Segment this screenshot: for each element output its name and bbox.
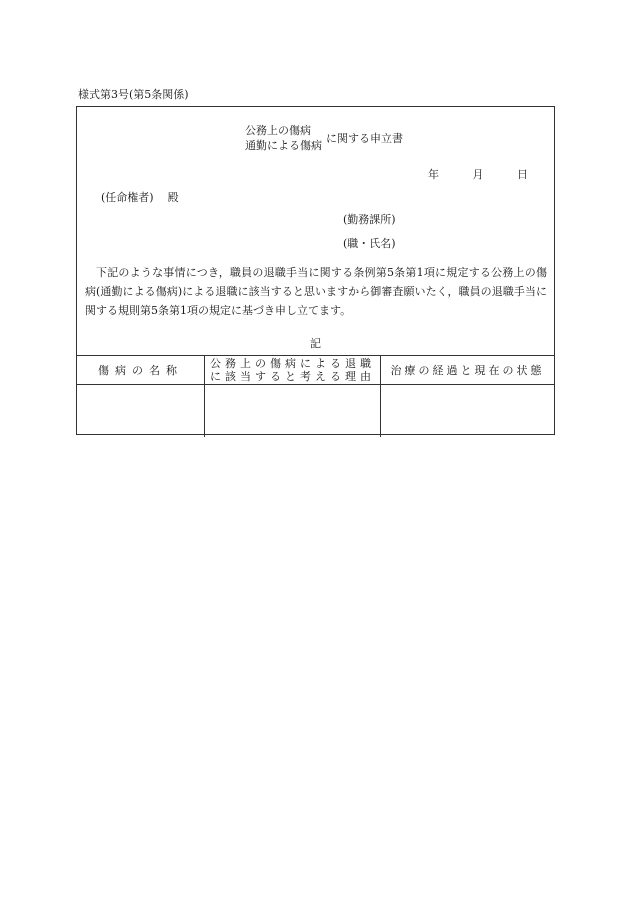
date-month: 月 (472, 168, 484, 181)
title-suffix: に関する申立書 (326, 131, 403, 145)
title-options (245, 123, 322, 153)
header-reason-line-2: に該当すると考える理由 (210, 370, 375, 383)
cell-reason[interactable] (205, 385, 381, 438)
table-header-row (77, 356, 554, 385)
form-number: 様式第3号(第5条関係) (78, 88, 189, 101)
header-reason (205, 356, 381, 385)
title-option-commuting: 通勤による傷病 (245, 139, 322, 152)
workplace-label: (勤務課所) (343, 213, 396, 226)
table-row (77, 385, 554, 438)
application-statement: 下記のような事情につき，職員の退職手当に関する条例第5条第1項に規定する公務上の傷病(通勤による傷病)による退職に該当すると思いますから御審査願いたく，職員の退職手当に関する規則第5条第1項の規定に基づき申し立てます。 (85, 266, 547, 317)
title-option-occupational: 公務上の傷病 (245, 124, 311, 137)
cell-treatment-status[interactable] (381, 385, 555, 438)
date-day: 日 (517, 168, 528, 181)
header-treatment-status: 治療の経過と現在の状態 (381, 356, 555, 385)
application-form (76, 106, 555, 435)
date-line (398, 166, 528, 182)
appointing-authority-label: (任命権者) (101, 191, 154, 204)
position-name-label: (職・氏名) (343, 237, 396, 250)
form-title (245, 123, 403, 153)
cell-injury-name[interactable] (77, 385, 205, 438)
header-reason-line-1: 公務上の傷病による退職 (210, 357, 375, 370)
honorific: 殿 (167, 191, 179, 204)
details-table (77, 355, 554, 437)
addressee (101, 189, 179, 205)
date-year: 年 (428, 168, 439, 181)
ki-marker: 記 (310, 337, 321, 350)
header-injury-name: 傷病の名称 (77, 356, 205, 385)
